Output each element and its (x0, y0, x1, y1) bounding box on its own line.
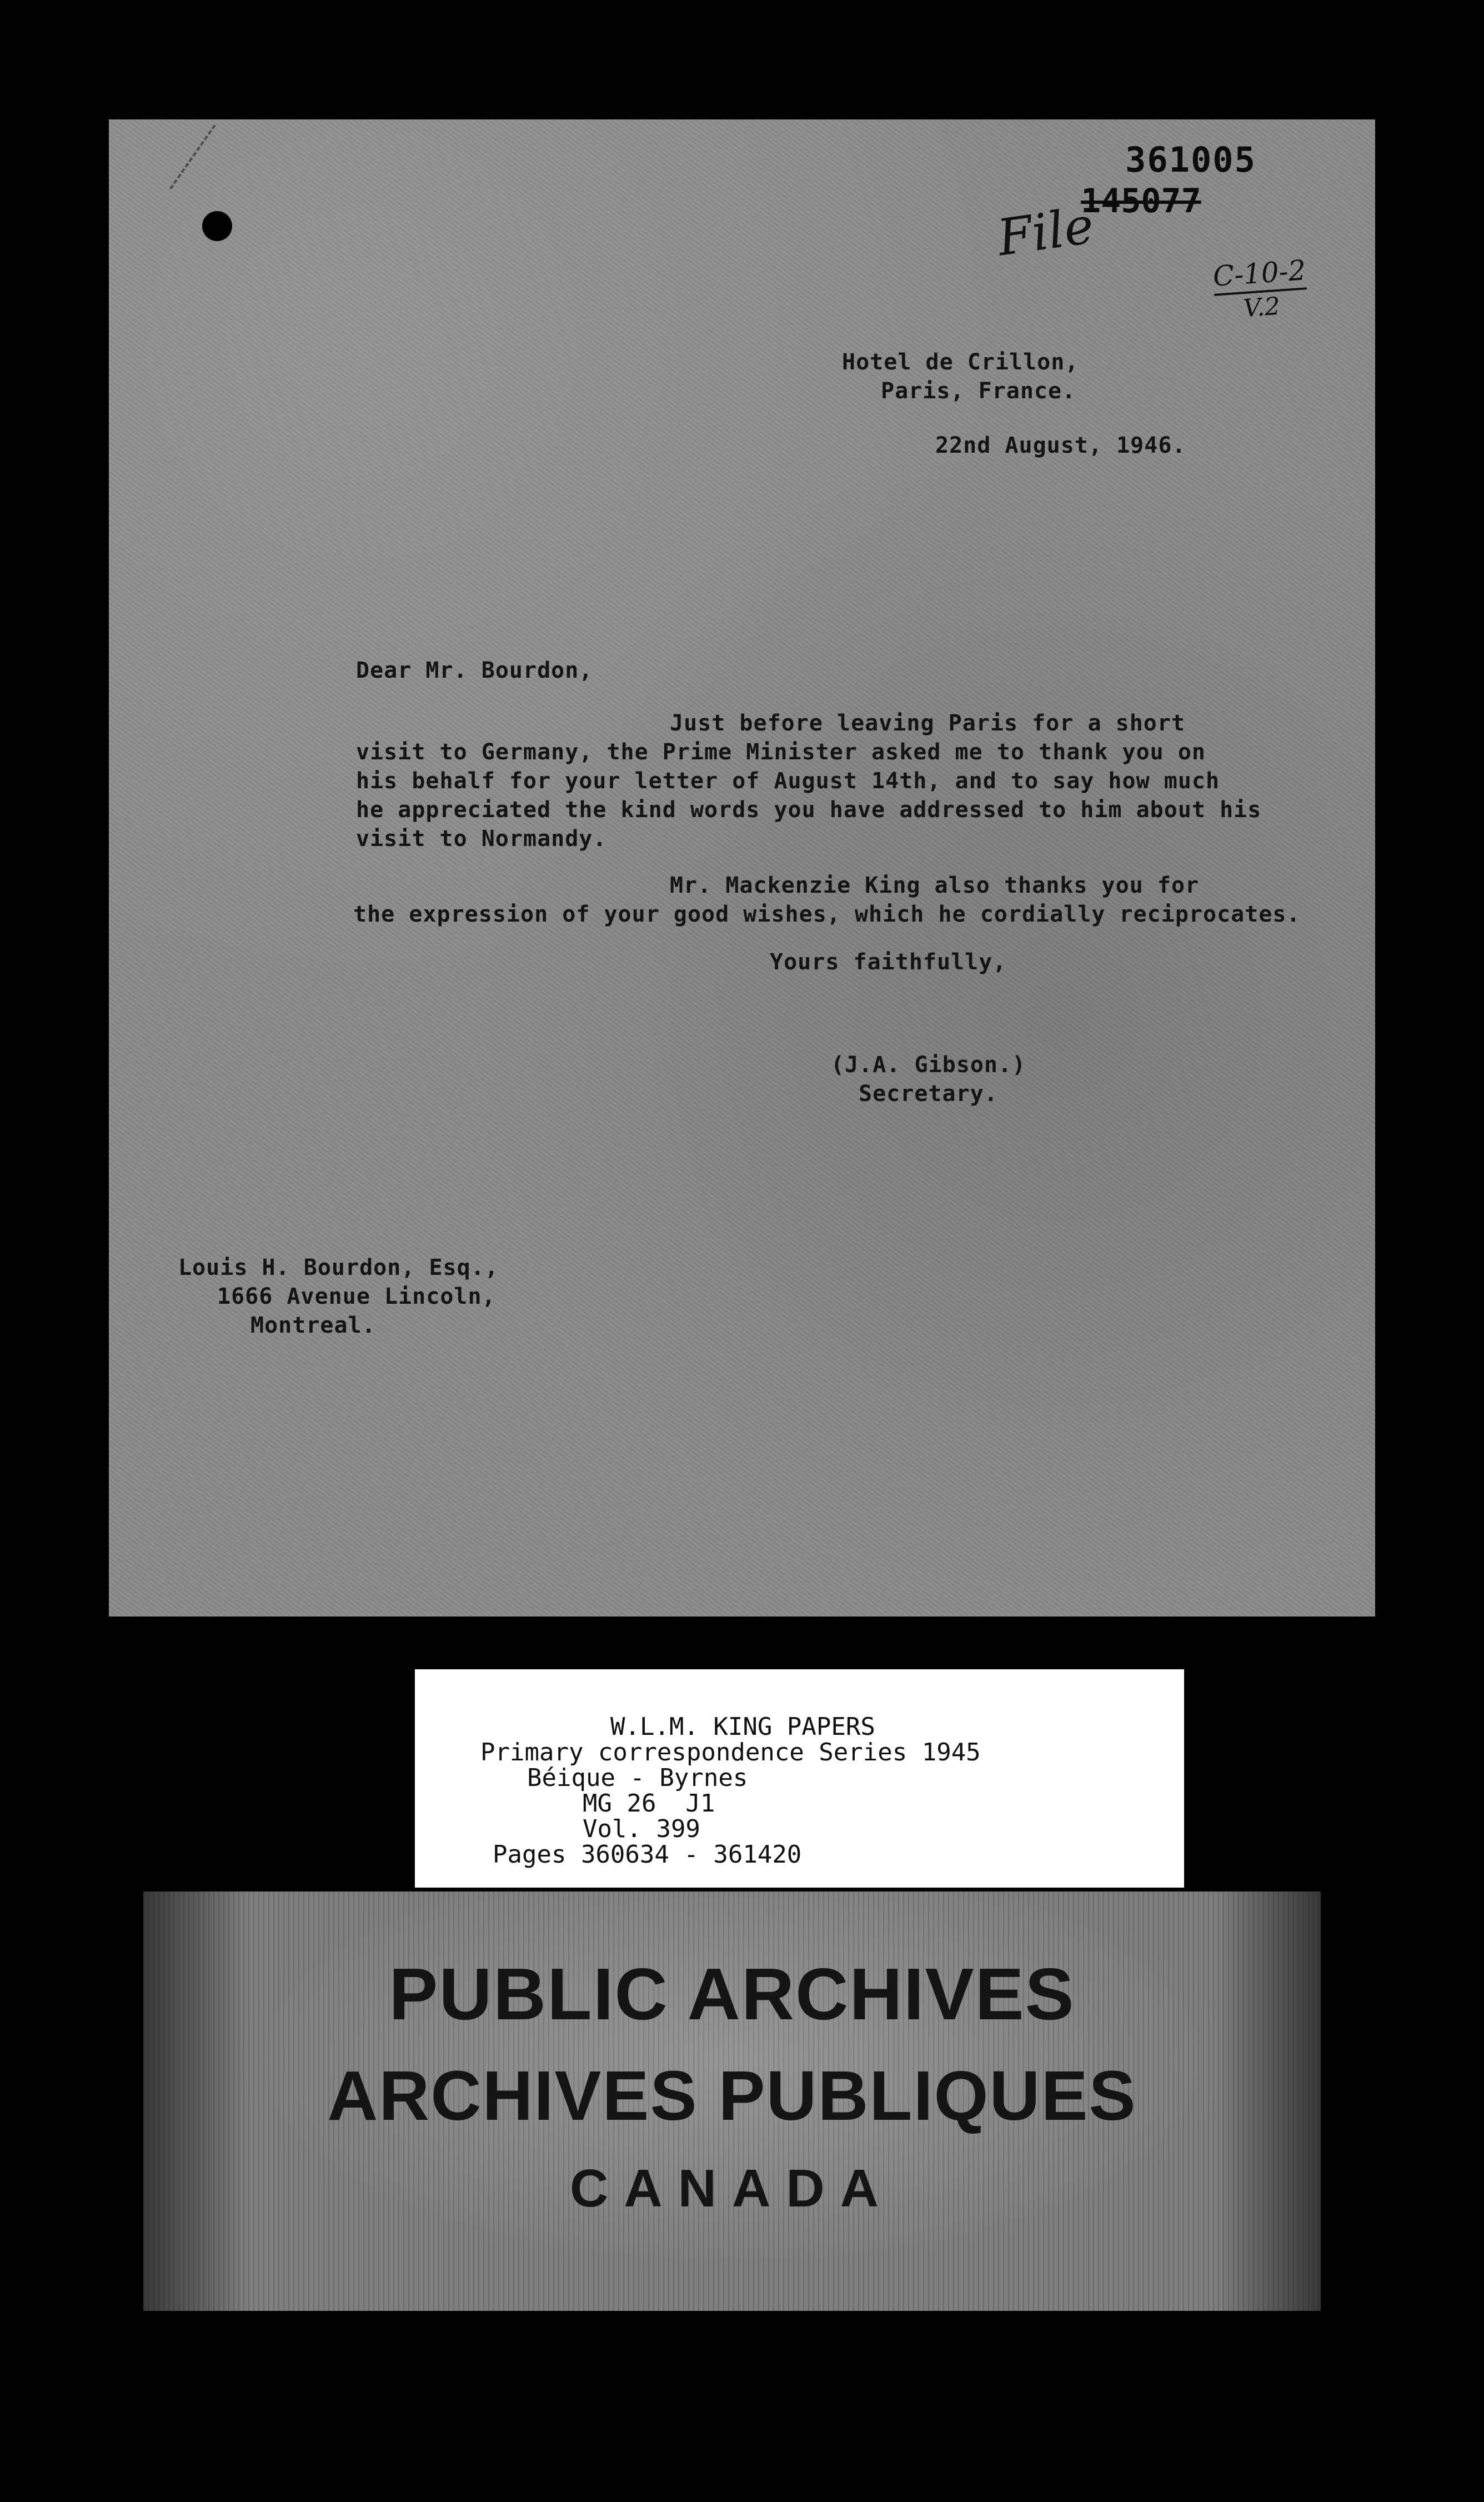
paragraph1-line-3: his behalf for your letter of August 14th, and to say how much (356, 768, 1220, 794)
banner-french-title: ARCHIVES PUBLIQUES (327, 2056, 1137, 2135)
label-series: Primary correspondence Series 1945 (480, 1738, 981, 1767)
struck-reference-number: 145077 (1081, 182, 1201, 221)
handwritten-file-code (1212, 255, 1309, 326)
label-mg: MG 26 J1 (583, 1789, 715, 1818)
public-archives-banner (143, 1891, 1321, 2311)
paper-scratch-mark (169, 124, 270, 228)
sender-address-line-2: Paris, France. (881, 378, 1076, 404)
label-pages: Pages 360634 - 361420 (493, 1840, 802, 1869)
letter-date: 22nd August, 1946. (935, 433, 1186, 458)
banner-country: CANADA (570, 2159, 894, 2218)
paragraph1-line-1: Just before leaving Paris for a short (670, 710, 1186, 736)
reference-number: 361005 (1125, 139, 1256, 180)
paragraph2-line-2: the expression of your good wishes, which he cordially reciprocates. (353, 902, 1301, 927)
paragraph1-line-4: he appreciated the kind words you have addressed to him about his (356, 797, 1262, 823)
recipient-line-1: Louis H. Bourdon, Esq., (178, 1255, 499, 1280)
handwritten-volume: V.2 (1242, 292, 1281, 323)
banner-english-title: PUBLIC ARCHIVES (389, 1953, 1075, 2035)
sender-address-line-1: Hotel de Crillon, (842, 349, 1079, 375)
letter-page (109, 119, 1375, 1617)
handwritten-code: C-10-2 (1212, 255, 1307, 296)
recipient-line-3: Montreal. (250, 1313, 376, 1338)
label-volume: Vol. 399 (583, 1815, 700, 1843)
closing: Yours faithfully, (770, 949, 1007, 975)
archive-label-card (415, 1669, 1184, 1888)
salutation: Dear Mr. Bourdon, (356, 658, 593, 683)
label-collection: W.L.M. KING PAPERS (610, 1713, 875, 1741)
label-range: Béique - Byrnes (527, 1764, 748, 1792)
paragraph1-line-2: visit to Germany, the Prime Minister asked me to thank you on (356, 739, 1206, 765)
paragraph2-line-1: Mr. Mackenzie King also thanks you for (670, 873, 1200, 898)
recipient-line-2: 1666 Avenue Lincoln, (217, 1284, 496, 1309)
handwritten-file-note: File (994, 196, 1097, 268)
signatory-name: (J.A. Gibson.) (831, 1052, 1026, 1078)
signatory-title: Secretary. (859, 1081, 998, 1107)
paragraph1-line-5: visit to Normandy. (356, 826, 607, 852)
